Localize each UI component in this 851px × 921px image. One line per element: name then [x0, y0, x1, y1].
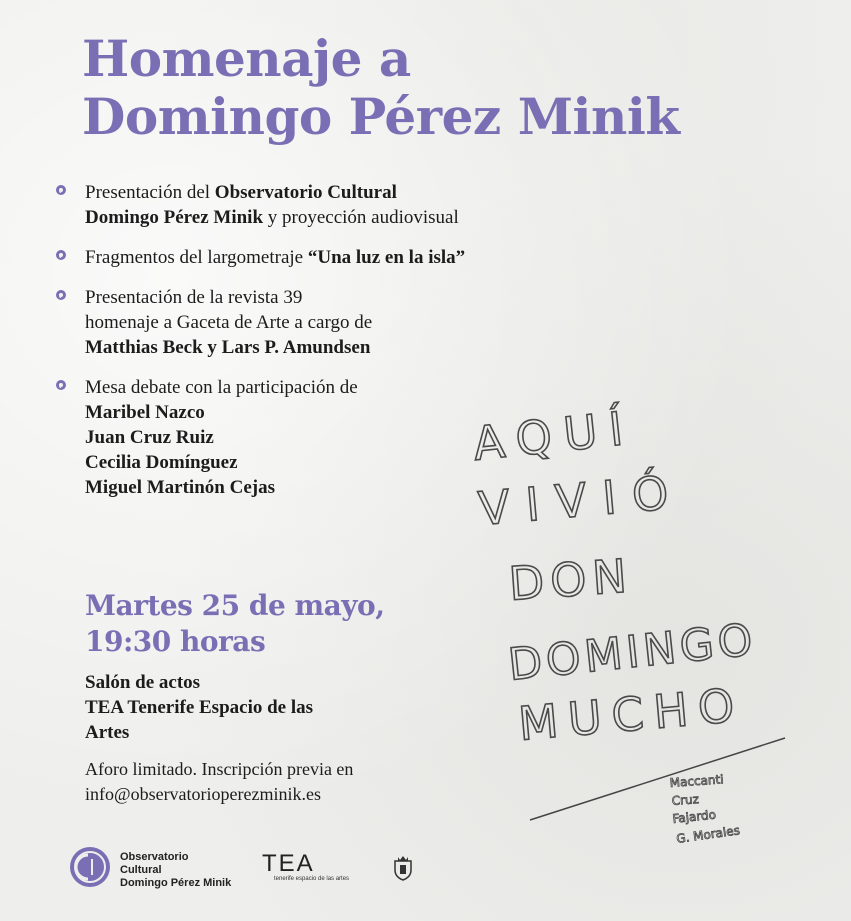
program-text-bold: Observatorio Cultural	[214, 182, 397, 203]
graffiti-line: DON	[507, 548, 635, 611]
signature-line	[530, 738, 785, 820]
graffiti-line: MUCHO	[516, 677, 747, 751]
participant-name: Juan Cruz Ruiz	[85, 427, 214, 448]
signature: G. Morales	[675, 823, 741, 846]
bullet-icon	[56, 290, 66, 300]
title-line-2: Domingo Pérez Minik	[82, 87, 680, 146]
observatorio-logo-icon	[68, 845, 112, 889]
page-title	[82, 30, 680, 146]
program-text: y proyección audiovisual	[263, 207, 459, 228]
bullet-icon	[56, 380, 66, 390]
coat-of-arms-icon	[392, 855, 414, 881]
registration-text: Aforo limitado. Inscripción previa en	[85, 759, 354, 779]
program-item	[56, 245, 556, 270]
registration-email[interactable]: info@observatorioperezminik.es	[85, 784, 322, 804]
org-line: Observatorio	[120, 851, 189, 863]
bullet-icon	[56, 250, 66, 260]
program-text-bold: “Una luz en la isla”	[307, 247, 466, 268]
event-datetime	[85, 588, 384, 660]
org-line: Domingo Pérez Minik	[120, 877, 232, 889]
tea-wordmark: TEA	[262, 850, 315, 877]
venue-line: Artes	[85, 722, 130, 743]
event-date: Martes 25 de mayo,	[85, 589, 385, 622]
program-text-bold: Domingo Pérez Minik	[85, 207, 264, 228]
graffiti-line: AQUÍ	[470, 400, 638, 471]
title-line-1: Homenaje a	[82, 29, 411, 88]
event-time: 19:30 horas	[85, 625, 266, 658]
participant-name: Miguel Martinón Cejas	[85, 477, 275, 498]
venue-line: TEA Tenerife Espacio de las	[85, 697, 314, 718]
tea-logo	[262, 852, 349, 882]
event-venue	[85, 670, 385, 745]
graffiti-line: VIVIÓ	[476, 464, 687, 536]
wall-graffiti	[465, 395, 805, 855]
program-text: Presentación de la revista 39	[85, 287, 303, 308]
bullet-icon	[56, 185, 66, 195]
registration-info	[85, 757, 405, 807]
participant-name: Cecilia Domínguez	[85, 452, 238, 473]
program-item	[56, 180, 556, 230]
tea-tagline: tenerife espacio de las artes	[274, 876, 350, 882]
signature: Fajardo	[671, 807, 717, 826]
program-text: Fragmentos del largometraje	[85, 247, 308, 268]
observatorio-wordmark	[120, 851, 231, 890]
signature: Cruz	[671, 792, 700, 808]
program-text: homenaje a Gaceta de Arte a cargo de	[85, 312, 373, 333]
program-text: Presentación del	[85, 182, 215, 203]
venue-line: Salón de actos	[85, 672, 201, 693]
program-item	[56, 285, 556, 360]
org-line: Cultural	[120, 864, 162, 876]
graffiti-line: DOMINGO	[505, 614, 759, 691]
program-text: Mesa debate con la participación de	[85, 377, 358, 398]
program-text-bold: Matthias Beck y Lars P. Amundsen	[85, 337, 371, 358]
signature: Maccanti	[669, 772, 724, 790]
participant-name: Maribel Nazco	[85, 402, 205, 423]
